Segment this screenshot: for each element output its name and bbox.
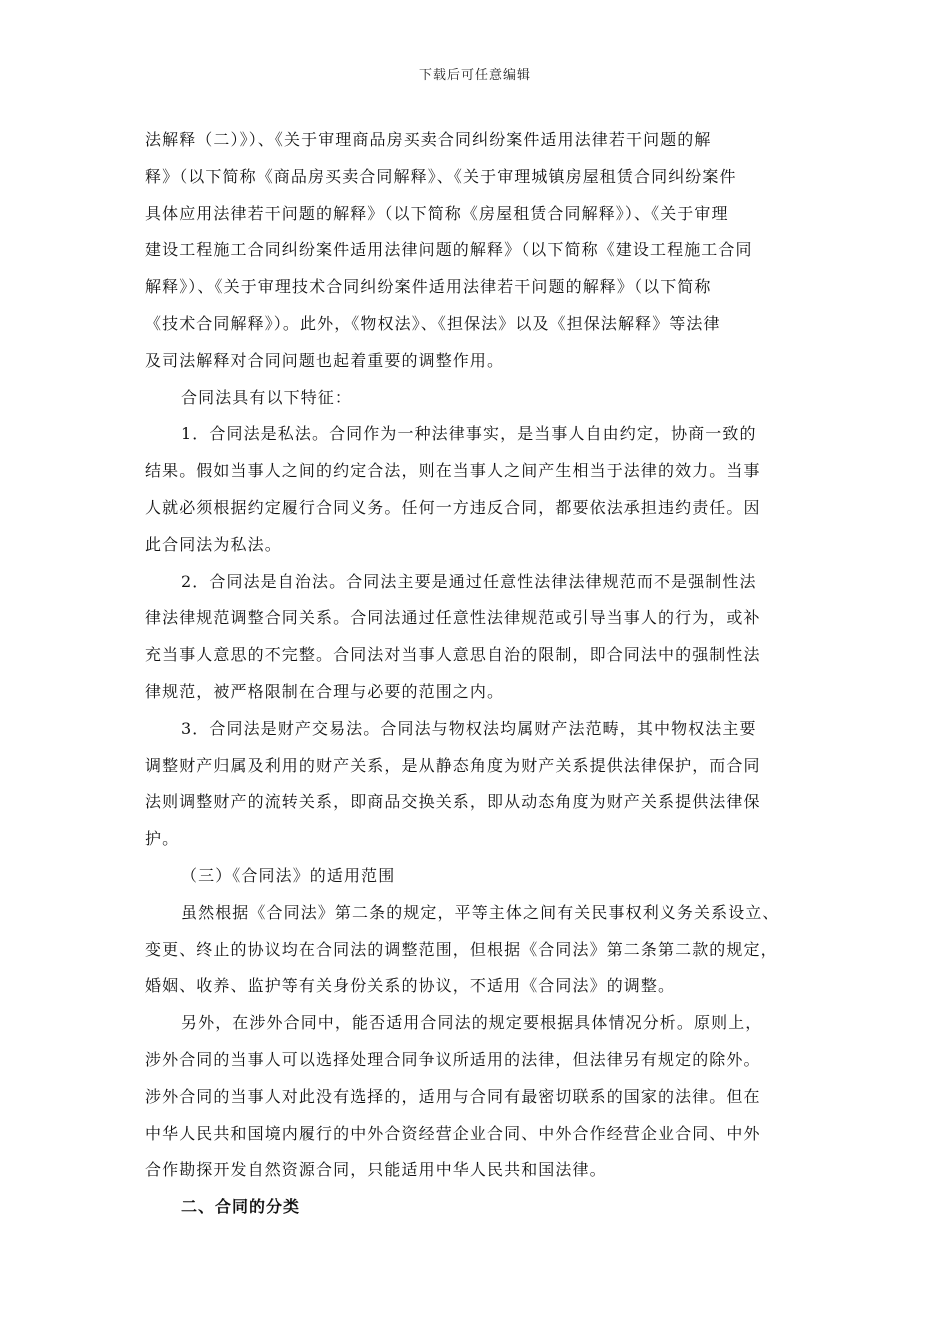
subsection-title: （三）《合同法》的适用范围: [181, 865, 396, 885]
paragraph-line: 《技术合同解释》）。此外，《物权法》、《担保法》以及《担保法解释》等法律: [145, 313, 721, 333]
paragraph-line: 另外，在涉外合同中，能否适用合同法的规定要根据具体情况分析。原则上，: [181, 1013, 763, 1033]
paragraph-line: 变更、终止的协议均在合同法的调整范围，但根据《合同法》第二条第二款的规定，: [145, 939, 778, 959]
paragraph-line: 1．合同法是私法。合同作为一种法律事实，是当事人自由约定，协商一致的: [181, 424, 757, 444]
paragraph-line: 虽然根据《合同法》第二条的规定，平等主体之间有关民事权利义务关系设立、: [181, 902, 780, 922]
paragraph-line: 中华人民共和国境内履行的中外合资经营企业合同、中外合作经营企业合同、中外: [145, 1123, 761, 1143]
paragraph-line: 法解释（二）》）、《关于审理商品房买卖合同纠纷案件适用法律若干问题的解: [145, 130, 712, 149]
paragraph-line: 释》（以下简称《商品房买卖合同解释》、《关于审理城镇房屋租赁合同纠纷案件: [145, 166, 737, 186]
paragraph-line: 涉外合同的当事人对此没有选择的，适用与合同有最密切联系的国家的法律。但在: [145, 1086, 761, 1106]
paragraph-line: 法则调整财产的流转关系，即商品交换关系，即从动态角度为财产关系提供法律保: [145, 792, 761, 812]
paragraph-line: 婚姻、收养、监护等有关身份关系的协议，不适用《合同法》的调整。: [145, 976, 676, 996]
paragraph-line: 律规范，被严格限制在合理与必要的范围之内。: [145, 681, 505, 701]
paragraph-line: 护。: [145, 829, 180, 849]
paragraph-line: 调整财产归属及利用的财产关系，是从静态角度为财产关系提供法律保护，而合同: [145, 755, 761, 775]
paragraph-line: 此合同法为私法。: [145, 534, 282, 554]
paragraph-line: 合同法具有以下特征：: [181, 387, 353, 407]
paragraph-line: 充当事人意思的不完整。合同法对当事人意思自治的限制，即合同法中的强制性法: [145, 645, 761, 665]
section-heading: 二、合同的分类: [181, 1197, 301, 1217]
paragraph-line: 建设工程施工合同纠纷案件适用法律问题的解释》（以下简称《建设工程施工合同: [145, 240, 753, 260]
paragraph-line: 人就必须根据约定履行合同义务。任何一方违反合同，都要依法承担违约责任。因: [145, 497, 761, 517]
paragraph-line: 具体应用法律若干问题的解释》（以下简称《房屋租赁合同解释》）、《关于审理: [145, 203, 729, 223]
document-body: [145, 122, 807, 1226]
paragraph-line: 2．合同法是自治法。合同法主要是通过任意性法律法律规范而不是强制性法: [181, 571, 757, 591]
paragraph-line: 解释》）、《关于审理技术合同纠纷案件适用法律若干问题的解释》（以下简称: [145, 277, 712, 297]
paragraph-line: 3．合同法是财产交易法。合同法与物权法均属财产法范畴，其中物权法主要: [181, 718, 757, 738]
page-header: 下载后可任意编辑: [418, 68, 531, 83]
paragraph-line: 及司法解释对合同问题也起着重要的调整作用。: [145, 350, 505, 370]
paragraph-line: 涉外合同的当事人可以选择处理合同争议所适用的法律，但法律另有规定的除外。: [145, 1049, 761, 1069]
paragraph-line: 合作勘探开发自然资源合同，只能适用中华人民共和国法律。: [145, 1160, 607, 1180]
paragraph-line: 结果。假如当事人之间的约定合法，则在当事人之间产生相当于法律的效力。当事: [145, 461, 761, 481]
paragraph-line: 律法律规范调整合同关系。合同法通过任意性法律规范或引导当事人的行为，或补: [145, 608, 761, 628]
